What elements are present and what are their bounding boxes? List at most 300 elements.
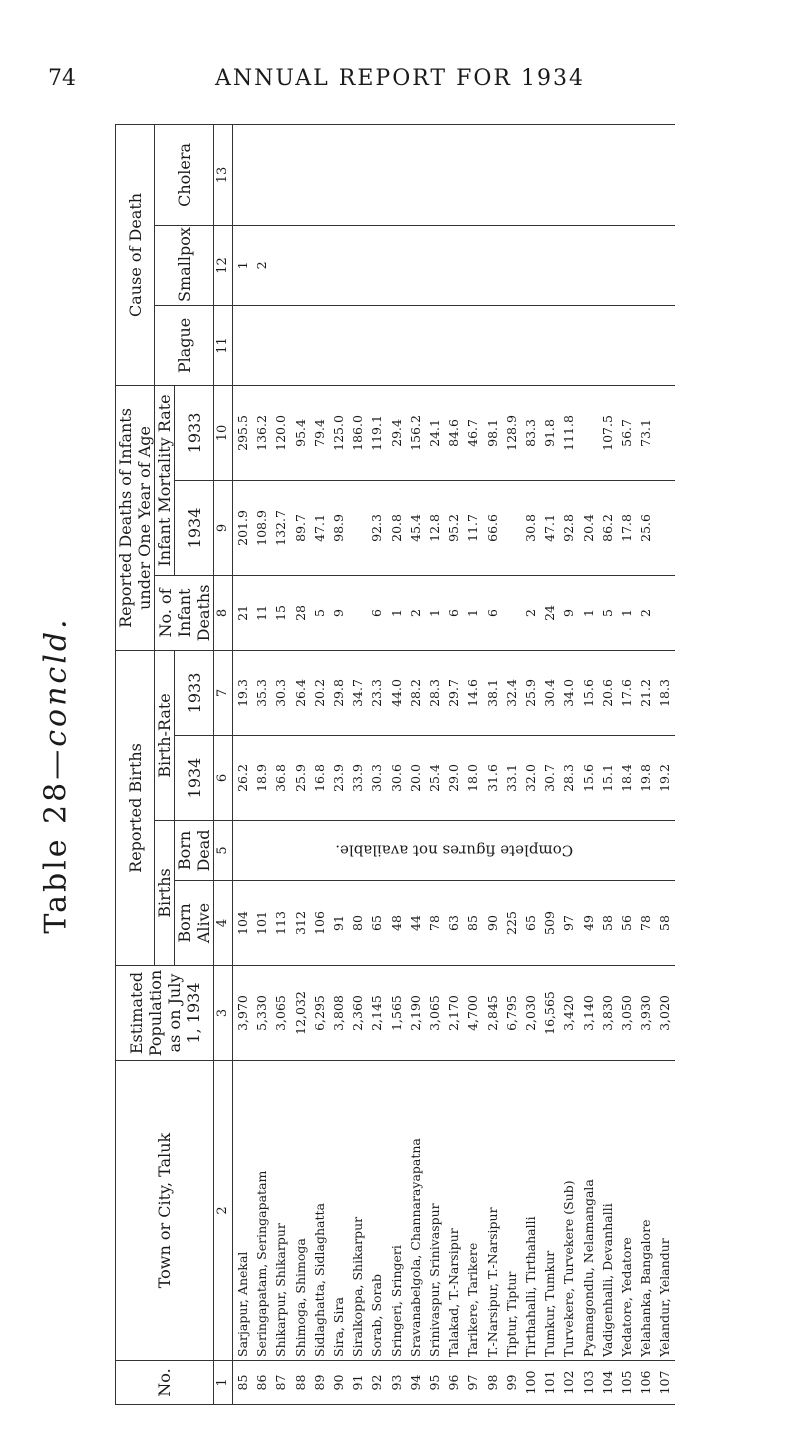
row-birth-rate-1933: 25.9	[521, 650, 540, 735]
row-imr-1934: 89.7	[291, 480, 310, 575]
row-smallpox	[521, 225, 540, 305]
row-smallpox	[655, 225, 674, 305]
header-birth-rate-1934: 1934	[175, 736, 214, 821]
row-imr-1933: 119.1	[367, 385, 386, 480]
row-imr-1934	[502, 480, 521, 575]
row-population: 3,140	[579, 966, 598, 1061]
row-town: T.-Narsipur, T.-Narsipur	[483, 1061, 502, 1361]
row-born-alive: 56	[617, 881, 636, 966]
row-plague	[271, 305, 290, 385]
row-infant-deaths: 1	[463, 575, 482, 650]
table-row	[310, 124, 329, 1404]
row-born-alive: 90	[483, 881, 502, 966]
row-plague	[598, 305, 617, 385]
row-born-alive: 113	[271, 881, 290, 966]
header-cause: Cause of Death	[116, 124, 155, 385]
row-smallpox: 1	[233, 225, 253, 305]
row-infant-deaths: 6	[444, 575, 463, 650]
row-number: 85	[233, 1361, 253, 1405]
infant-mortality-table	[115, 124, 675, 1405]
row-infant-deaths: 9	[329, 575, 348, 650]
row-imr-1934: 17.8	[617, 480, 636, 575]
row-cholera	[252, 124, 271, 225]
row-infant-deaths: 28	[291, 575, 310, 650]
row-number: 96	[444, 1361, 463, 1405]
row-plague	[252, 305, 271, 385]
row-birth-rate-1934: 30.7	[540, 736, 559, 821]
row-infant-deaths: 6	[483, 575, 502, 650]
column-number: 4	[214, 881, 233, 966]
row-smallpox	[271, 225, 290, 305]
row-cholera	[329, 124, 348, 225]
row-cholera	[655, 124, 674, 225]
row-smallpox	[579, 225, 598, 305]
table-title-suffix: —concld.	[38, 616, 74, 780]
row-infant-deaths: 5	[598, 575, 617, 650]
page-title: ANNUAL REPORT FOR 1934	[215, 66, 585, 91]
row-infant-deaths: 1	[579, 575, 598, 650]
row-imr-1933: 79.4	[310, 385, 329, 480]
row-born-alive: 58	[598, 881, 617, 966]
row-number: 87	[271, 1361, 290, 1405]
table-row	[655, 124, 674, 1404]
row-smallpox	[425, 225, 444, 305]
row-birth-rate-1933: 29.8	[329, 650, 348, 735]
row-cholera	[483, 124, 502, 225]
table-row	[444, 124, 463, 1404]
row-population: 16,565	[540, 966, 559, 1061]
row-born-alive: 97	[559, 881, 578, 966]
row-imr-1933: 29.4	[387, 385, 406, 480]
row-infant-deaths: 15	[271, 575, 290, 650]
row-imr-1933: 111.8	[559, 385, 578, 480]
row-born-alive: 65	[367, 881, 386, 966]
table-row	[617, 124, 636, 1404]
row-cholera	[636, 124, 655, 225]
table-row	[252, 124, 271, 1404]
header-plague: Plague	[155, 305, 214, 385]
row-number: 97	[463, 1361, 482, 1405]
table-row	[233, 124, 253, 1404]
row-infant-deaths	[655, 575, 674, 650]
row-town: Turvekere, Turvekere (Sub)	[559, 1061, 578, 1361]
row-cholera	[310, 124, 329, 225]
row-imr-1933: 95.4	[291, 385, 310, 480]
header-cholera: Cholera	[155, 124, 214, 225]
row-population: 3,970	[233, 966, 253, 1061]
row-imr-1934: 92.3	[367, 480, 386, 575]
row-plague	[329, 305, 348, 385]
row-town: Tiptur, Tiptur	[502, 1061, 521, 1361]
row-birth-rate-1934: 18.0	[463, 736, 482, 821]
row-imr-1934: 66.6	[483, 480, 502, 575]
row-number: 92	[367, 1361, 386, 1405]
row-imr-1934: 95.2	[444, 480, 463, 575]
header-reported-deaths: Reported Deaths of Infants under One Year of Age	[116, 385, 155, 650]
row-infant-deaths: 24	[540, 575, 559, 650]
row-born-alive: 106	[310, 881, 329, 966]
row-infant-deaths: 2	[406, 575, 425, 650]
row-born-alive: 48	[387, 881, 406, 966]
row-born-alive: 312	[291, 881, 310, 966]
row-smallpox	[617, 225, 636, 305]
column-number: 9	[214, 480, 233, 575]
table-row	[387, 124, 406, 1404]
row-born-alive: 101	[252, 881, 271, 966]
row-town: Talakad, T.-Narsipur	[444, 1061, 463, 1361]
row-cholera	[598, 124, 617, 225]
row-town: Shikarpur, Shikarpur	[271, 1061, 290, 1361]
row-number: 103	[579, 1361, 598, 1405]
table-row	[463, 124, 482, 1404]
row-cholera	[521, 124, 540, 225]
row-town: Sringeri, Sringeri	[387, 1061, 406, 1361]
row-imr-1934: 86.2	[598, 480, 617, 575]
row-imr-1934: 98.9	[329, 480, 348, 575]
table-row	[291, 124, 310, 1404]
row-number: 99	[502, 1361, 521, 1405]
row-town: Sorab, Sorab	[367, 1061, 386, 1361]
row-imr-1933: 56.7	[617, 385, 636, 480]
row-number: 95	[425, 1361, 444, 1405]
row-plague	[502, 305, 521, 385]
row-imr-1934: 201.9	[233, 480, 253, 575]
row-population: 2,190	[406, 966, 425, 1061]
table-row	[636, 124, 655, 1404]
row-cholera	[406, 124, 425, 225]
row-imr-1934: 47.1	[310, 480, 329, 575]
born-dead-note: Complete figures not available.	[233, 821, 675, 881]
table-row	[502, 124, 521, 1404]
row-town: Sravanabelgola, Channarayapatna	[406, 1061, 425, 1361]
row-born-alive: 225	[502, 881, 521, 966]
row-smallpox	[310, 225, 329, 305]
table-row	[598, 124, 617, 1404]
row-population: 3,930	[636, 966, 655, 1061]
header-town: Town or City, Taluk	[116, 1061, 214, 1361]
row-imr-1934	[655, 480, 674, 575]
row-number: 102	[559, 1361, 578, 1405]
row-imr-1933: 46.7	[463, 385, 482, 480]
header-birth-rate: Birth-Rate	[155, 650, 175, 820]
row-birth-rate-1933: 19.3	[233, 650, 253, 735]
header-imr-1933: 1933	[175, 385, 214, 480]
header-births: Births	[155, 821, 175, 966]
row-town: Shimoga, Shimoga	[291, 1061, 310, 1361]
row-imr-1933	[655, 385, 674, 480]
row-smallpox	[329, 225, 348, 305]
row-population: 6,295	[310, 966, 329, 1061]
row-population: 3,830	[598, 966, 617, 1061]
row-imr-1933: 128.9	[502, 385, 521, 480]
header-imr: Infant Mortality Rate	[155, 385, 175, 575]
column-number: 12	[214, 225, 233, 305]
row-population: 4,700	[463, 966, 482, 1061]
row-imr-1934: 25.6	[636, 480, 655, 575]
row-population: 3,020	[655, 966, 674, 1061]
row-population: 2,360	[348, 966, 367, 1061]
row-imr-1934: 11.7	[463, 480, 482, 575]
row-cholera	[444, 124, 463, 225]
row-plague	[540, 305, 559, 385]
row-cholera	[425, 124, 444, 225]
row-birth-rate-1934: 28.3	[559, 736, 578, 821]
row-smallpox	[540, 225, 559, 305]
row-town: Siralkoppa, Shikarpur	[348, 1061, 367, 1361]
row-imr-1933: 83.3	[521, 385, 540, 480]
row-smallpox: 2	[252, 225, 271, 305]
row-birth-rate-1933: 28.2	[406, 650, 425, 735]
row-plague	[233, 305, 253, 385]
row-town: Sidlaghatta, Sidlaghatta	[310, 1061, 329, 1361]
row-birth-rate-1934: 31.6	[483, 736, 502, 821]
row-birth-rate-1934: 30.3	[367, 736, 386, 821]
row-imr-1933: 295.5	[233, 385, 253, 480]
row-birth-rate-1933: 34.0	[559, 650, 578, 735]
row-birth-rate-1933: 38.1	[483, 650, 502, 735]
row-birth-rate-1933: 15.6	[579, 650, 598, 735]
table-row	[271, 124, 290, 1404]
column-number: 13	[214, 124, 233, 225]
row-birth-rate-1933: 35.3	[252, 650, 271, 735]
column-number: 11	[214, 305, 233, 385]
row-smallpox	[636, 225, 655, 305]
row-birth-rate-1933: 23.3	[367, 650, 386, 735]
table-row	[521, 124, 540, 1404]
row-imr-1933: 125.0	[329, 385, 348, 480]
row-birth-rate-1934: 33.1	[502, 736, 521, 821]
row-infant-deaths: 1	[425, 575, 444, 650]
row-smallpox	[463, 225, 482, 305]
table-row	[348, 124, 367, 1404]
column-number: 1	[214, 1361, 233, 1405]
row-born-alive: 104	[233, 881, 253, 966]
row-birth-rate-1933: 32.4	[502, 650, 521, 735]
row-number: 104	[598, 1361, 617, 1405]
row-town: Srinivaspur, Srinivaspur	[425, 1061, 444, 1361]
row-infant-deaths: 6	[367, 575, 386, 650]
row-birth-rate-1934: 25.9	[291, 736, 310, 821]
row-population: 5,330	[252, 966, 271, 1061]
row-number: 91	[348, 1361, 367, 1405]
row-imr-1933: 136.2	[252, 385, 271, 480]
row-birth-rate-1934: 16.8	[310, 736, 329, 821]
row-imr-1933: 186.0	[348, 385, 367, 480]
row-cholera	[291, 124, 310, 225]
header-population: Estimated Population as on July 1, 1934	[116, 966, 214, 1061]
row-plague	[655, 305, 674, 385]
table-row	[579, 124, 598, 1404]
row-infant-deaths: 5	[310, 575, 329, 650]
row-birth-rate-1934: 20.0	[406, 736, 425, 821]
table-title-main: Table 28	[38, 779, 74, 934]
row-plague	[463, 305, 482, 385]
page-number: 74	[48, 66, 76, 91]
row-town: Pyamagondlu, Nelamangala	[579, 1061, 598, 1361]
row-number: 86	[252, 1361, 271, 1405]
row-birth-rate-1934: 18.9	[252, 736, 271, 821]
row-town: Yelahanka, Bangalore	[636, 1061, 655, 1361]
row-cholera	[387, 124, 406, 225]
row-plague	[310, 305, 329, 385]
row-birth-rate-1933: 14.6	[463, 650, 482, 735]
row-population: 3,808	[329, 966, 348, 1061]
row-birth-rate-1934: 30.6	[387, 736, 406, 821]
page-header	[0, 66, 800, 96]
row-town: Tumkur, Tumkur	[540, 1061, 559, 1361]
header-no: No.	[116, 1361, 214, 1405]
row-imr-1934: 132.7	[271, 480, 290, 575]
row-smallpox	[406, 225, 425, 305]
row-town: Yelandur, Yelandur	[655, 1061, 674, 1361]
row-plague	[425, 305, 444, 385]
row-number: 90	[329, 1361, 348, 1405]
row-born-alive: 509	[540, 881, 559, 966]
row-smallpox	[387, 225, 406, 305]
row-birth-rate-1934: 36.8	[271, 736, 290, 821]
header-birth-rate-1933: 1933	[175, 650, 214, 735]
row-population: 3,420	[559, 966, 578, 1061]
header-imr-1934: 1934	[175, 480, 214, 575]
column-number: 2	[214, 1061, 233, 1361]
column-number: 8	[214, 575, 233, 650]
row-cholera	[367, 124, 386, 225]
row-birth-rate-1933: 34.7	[348, 650, 367, 735]
row-birth-rate-1934: 32.0	[521, 736, 540, 821]
row-population: 2,030	[521, 966, 540, 1061]
row-born-alive: 78	[636, 881, 655, 966]
row-imr-1934: 45.4	[406, 480, 425, 575]
row-imr-1933: 107.5	[598, 385, 617, 480]
row-smallpox	[598, 225, 617, 305]
table-row	[483, 124, 502, 1404]
row-infant-deaths	[348, 575, 367, 650]
row-birth-rate-1934: 19.2	[655, 736, 674, 821]
row-born-alive: 58	[655, 881, 674, 966]
header-smallpox: Smallpox	[155, 225, 214, 305]
row-number: 89	[310, 1361, 329, 1405]
row-birth-rate-1933: 20.6	[598, 650, 617, 735]
table-row	[367, 124, 386, 1404]
row-imr-1934: 92.8	[559, 480, 578, 575]
row-imr-1934: 20.8	[387, 480, 406, 575]
row-town: Seringapatam, Seringapatam	[252, 1061, 271, 1361]
row-plague	[617, 305, 636, 385]
row-smallpox	[444, 225, 463, 305]
row-born-alive: 91	[329, 881, 348, 966]
row-plague	[367, 305, 386, 385]
header-born-alive: Born Alive	[175, 881, 214, 966]
row-birth-rate-1934: 18.4	[617, 736, 636, 821]
row-smallpox	[367, 225, 386, 305]
table-row	[425, 124, 444, 1404]
row-birth-rate-1934: 23.9	[329, 736, 348, 821]
row-birth-rate-1934: 15.1	[598, 736, 617, 821]
row-imr-1934: 108.9	[252, 480, 271, 575]
row-smallpox	[348, 225, 367, 305]
row-imr-1933: 156.2	[406, 385, 425, 480]
row-imr-1933: 24.1	[425, 385, 444, 480]
row-town: Sarjapur, Anekal	[233, 1061, 253, 1361]
row-imr-1934: 30.8	[521, 480, 540, 575]
row-plague	[291, 305, 310, 385]
row-birth-rate-1933: 20.2	[310, 650, 329, 735]
row-population: 6,795	[502, 966, 521, 1061]
row-infant-deaths: 2	[636, 575, 655, 650]
row-infant-deaths: 9	[559, 575, 578, 650]
row-imr-1934: 47.1	[540, 480, 559, 575]
row-smallpox	[559, 225, 578, 305]
row-birth-rate-1933: 44.0	[387, 650, 406, 735]
row-cholera	[559, 124, 578, 225]
row-plague	[387, 305, 406, 385]
row-imr-1933: 73.1	[636, 385, 655, 480]
row-plague	[636, 305, 655, 385]
row-population: 3,065	[271, 966, 290, 1061]
row-plague	[348, 305, 367, 385]
row-number: 105	[617, 1361, 636, 1405]
row-plague	[406, 305, 425, 385]
row-imr-1933: 120.0	[271, 385, 290, 480]
column-number: 10	[214, 385, 233, 480]
column-number-row	[214, 124, 233, 1404]
row-cholera	[502, 124, 521, 225]
row-born-alive: 80	[348, 881, 367, 966]
row-imr-1934: 20.4	[579, 480, 598, 575]
row-birth-rate-1934: 19.8	[636, 736, 655, 821]
row-cholera	[271, 124, 290, 225]
row-infant-deaths: 2	[521, 575, 540, 650]
row-smallpox	[291, 225, 310, 305]
row-imr-1934	[348, 480, 367, 575]
row-birth-rate-1934: 29.0	[444, 736, 463, 821]
row-born-alive: 44	[406, 881, 425, 966]
row-number: 107	[655, 1361, 674, 1405]
table-row	[540, 124, 559, 1404]
table-row	[329, 124, 348, 1404]
row-population: 2,845	[483, 966, 502, 1061]
row-population: 2,145	[367, 966, 386, 1061]
row-plague	[444, 305, 463, 385]
table-body	[233, 124, 675, 1404]
header-infant-deaths: No. of Infant Deaths	[155, 575, 214, 650]
row-birth-rate-1934: 25.4	[425, 736, 444, 821]
header-born-dead: Born Dead	[175, 821, 214, 881]
row-town: Tarikere, Tarikere	[463, 1061, 482, 1361]
row-imr-1933: 98.1	[483, 385, 502, 480]
row-birth-rate-1934: 15.6	[579, 736, 598, 821]
row-imr-1933: 84.6	[444, 385, 463, 480]
row-birth-rate-1933: 30.3	[271, 650, 290, 735]
row-born-alive: 63	[444, 881, 463, 966]
row-population: 3,050	[617, 966, 636, 1061]
row-number: 98	[483, 1361, 502, 1405]
row-infant-deaths	[502, 575, 521, 650]
row-cholera	[579, 124, 598, 225]
row-birth-rate-1933: 17.6	[617, 650, 636, 735]
column-number: 3	[214, 966, 233, 1061]
row-number: 94	[406, 1361, 425, 1405]
row-town: Yedatore, Yedatore	[617, 1061, 636, 1361]
row-town: Sira, Sira	[329, 1061, 348, 1361]
row-cholera	[617, 124, 636, 225]
row-number: 101	[540, 1361, 559, 1405]
row-birth-rate-1933: 30.4	[540, 650, 559, 735]
row-cholera	[233, 124, 253, 225]
row-population: 2,170	[444, 966, 463, 1061]
row-imr-1933: 91.8	[540, 385, 559, 480]
row-born-alive: 78	[425, 881, 444, 966]
